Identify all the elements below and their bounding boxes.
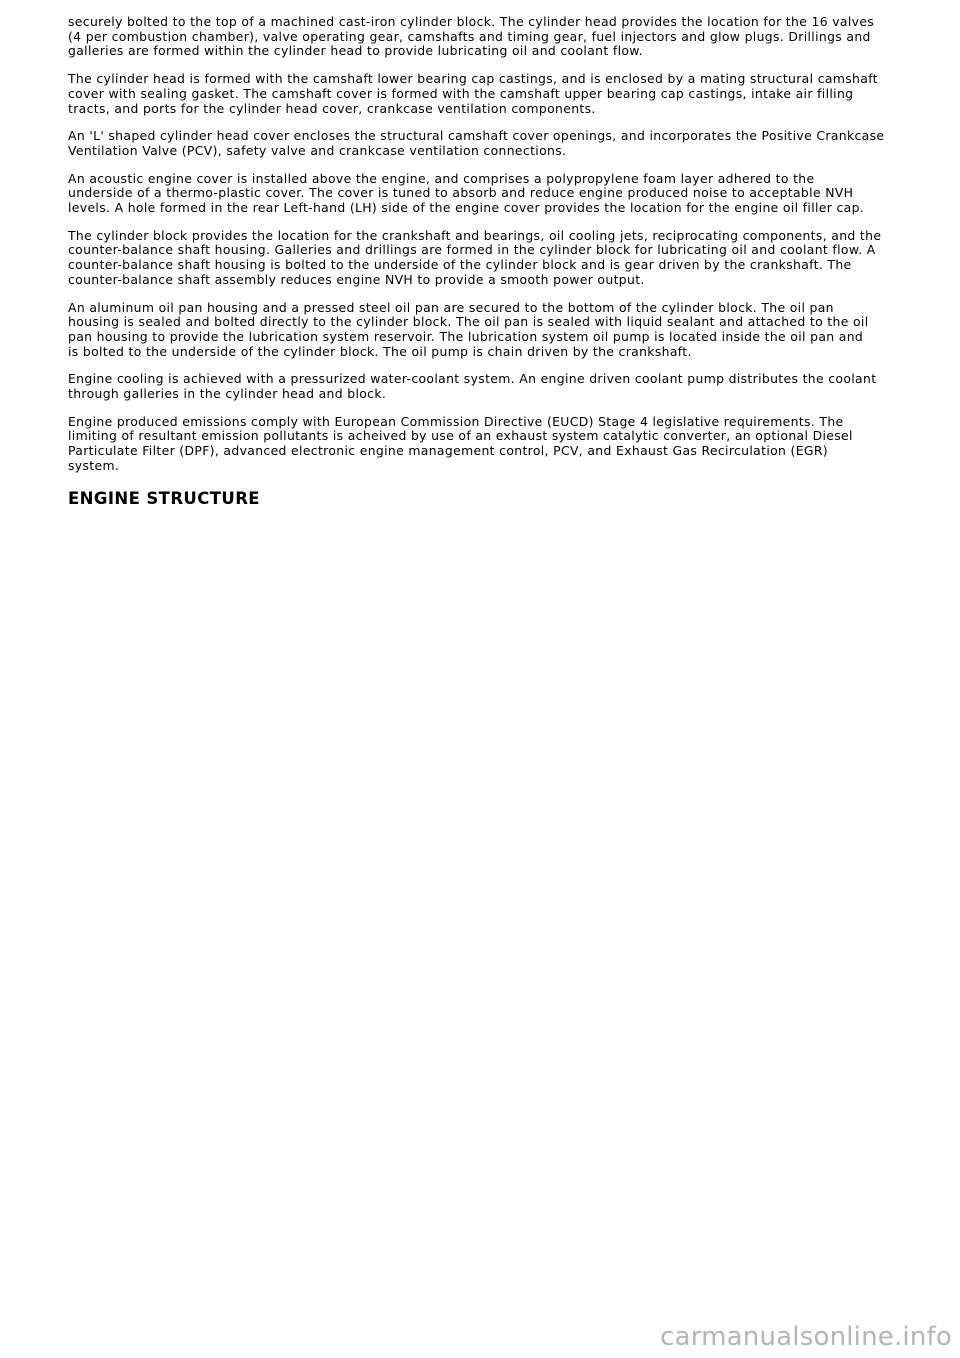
paragraph-cylinder-head-cover: An 'L' shaped cylinder head cover encloses the structural camshaft cover openings, and incorporates the Positive Crankcase Ventilation Valve (PCV), safety valve and crankcase ventilation connections. <box>68 128 885 158</box>
watermark-text: carmanualsonline.info <box>660 1322 952 1352</box>
paragraph-cylinder-head-intro: securely bolted to the top of a machined cast-iron cylinder block. The cylinder head provides the location for the 16 valves (4 per combustion chamber), valve operating gear, camshafts and timing gear, fuel injectors and glow plugs. Drillings and galleries are formed within the cylinder head to provide lubricating oil and coolant flow. <box>68 14 875 59</box>
paragraph-camshaft-cover: The cylinder head is formed with the camshaft lower bearing cap castings, and is enclosed by a mating structural camshaft cover with sealing gasket. The camshaft cover is formed with the camshaft upper bearing cap castings, intake air filling tracts, and ports for the cylinder head cover, crankcase ventilation components. <box>68 71 878 116</box>
paragraph-emissions: Engine produced emissions comply with European Commission Directive (EUCD) Stage 4 legislative requirements. The limiting of resultant emission pollutants is acheived by use of an exhaust system catalytic converter, an optional Diesel Particulate Filter (DPF), advanced electronic engine management control, PCV, and Exhaust Gas Recirculation (EGR) system. <box>68 413 853 473</box>
section-heading-engine-structure: ENGINE STRUCTURE <box>68 488 260 508</box>
paragraph-oil-pan: An aluminum oil pan housing and a pressed steel oil pan are secured to the bottom of the cylinder block. The oil pan housing is sealed and bolted directly to the cylinder block. The oil pan is sealed with liquid sealant and attached to the oil pan housing to provide the lubrication system reservoir. The lubrication system oil pump is located inside the oil pan and is bolted to the underside of the cylinder block. The oil pump is chain driven by the crankshaft. <box>68 299 869 359</box>
paragraph-engine-cooling: Engine cooling is achieved with a pressurized water-coolant system. An engine driven coolant pump distributes the coolant through galleries in the cylinder head and block. <box>68 371 877 402</box>
paragraph-cylinder-block: The cylinder block provides the location for the crankshaft and bearings, oil cooling jets, reciprocating components, and the counter-balance shaft housing. Galleries and drillings are formed in the cylinder block for lubricating oil and coolant flow. A counter-balance shaft housing is bolted to the underside of the cylinder block and is gear driven by the crankshaft. The counter-balance shaft assembly reduces engine NVH to provide a smooth power output. <box>68 227 882 287</box>
document-body <box>68 15 893 508</box>
paragraph-acoustic-cover: An acoustic engine cover is installed above the engine, and comprises a polypropylene foam layer adhered to the underside of a thermo-plastic cover. The cover is tuned to absorb and reduce engine produced noise to acceptable NVH levels. A hole formed in the rear Left-hand (LH) side of the engine cover provides the location for the engine oil filler cap. <box>68 170 865 216</box>
